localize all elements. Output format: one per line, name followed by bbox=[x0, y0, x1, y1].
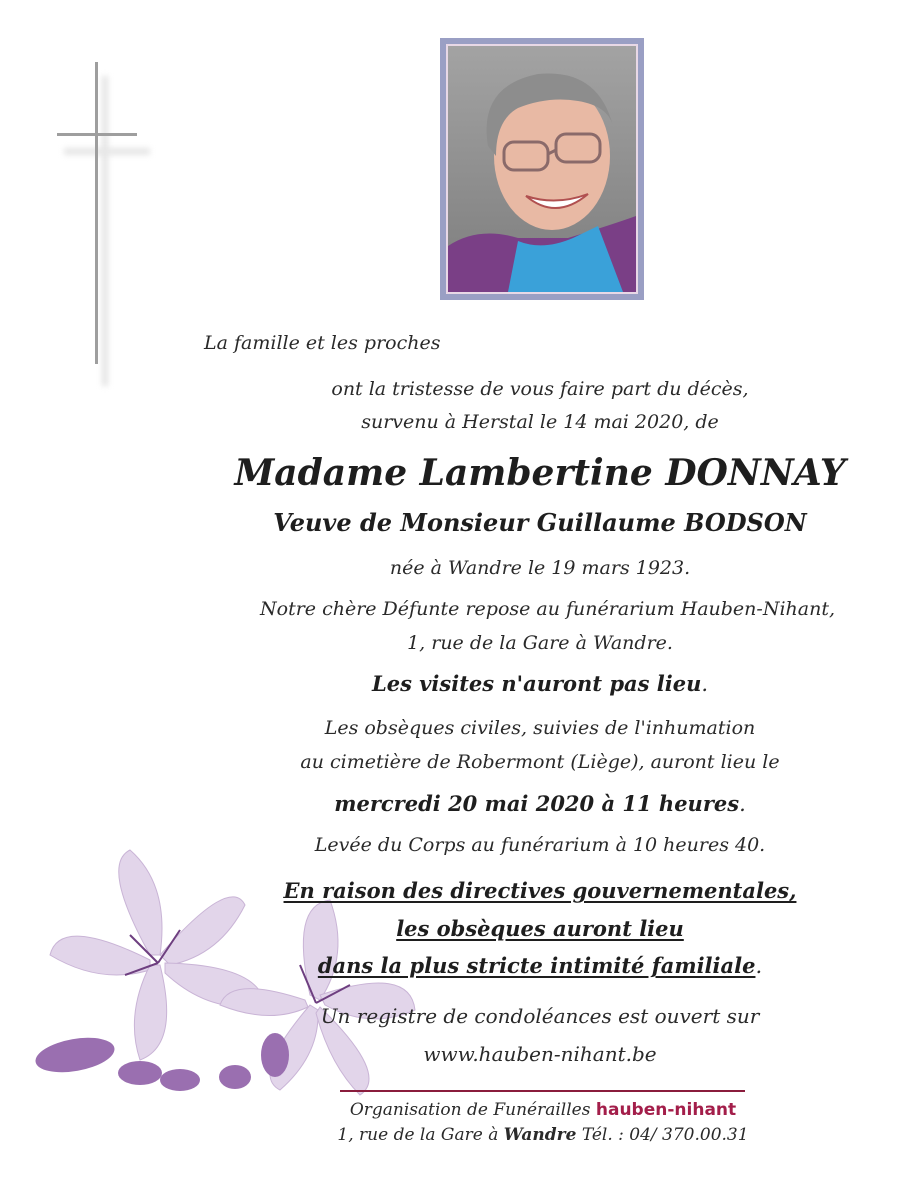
phone: Tél. : 04/ 370.00.31 bbox=[581, 1125, 749, 1145]
cross-shadow-vertical bbox=[102, 76, 108, 386]
intro-text: La famille et les proches bbox=[204, 332, 441, 354]
portrait-photo bbox=[448, 46, 636, 292]
portrait-frame bbox=[440, 38, 644, 300]
footer-org-line bbox=[300, 1100, 786, 1120]
brand-logo: hauben-nihant bbox=[595, 1100, 737, 1120]
rest-line-2: 1, rue de la Gare à Wandre. bbox=[407, 632, 673, 654]
visits-line bbox=[260, 671, 820, 696]
website-link[interactable]: www.hauben-nihant.be bbox=[423, 1042, 657, 1066]
org-label: Organisation de Funérailles bbox=[349, 1100, 591, 1120]
cross-shadow-horizontal bbox=[64, 148, 150, 155]
footer-address-line bbox=[300, 1125, 786, 1145]
covid-line-1: En raison des directives gouvernementales, bbox=[283, 878, 797, 903]
covid-line-2: les obsèques auront lieu bbox=[396, 916, 684, 941]
address-city: Wandre bbox=[503, 1125, 577, 1145]
birth-line: née à Wandre le 19 mars 1923. bbox=[389, 557, 691, 579]
ceremony-period: . bbox=[739, 792, 746, 816]
visits-text: Les visites n'auront pas lieu bbox=[371, 671, 702, 696]
announce-line-2: survenu à Herstal le 14 mai 2020, de bbox=[361, 411, 719, 433]
covid-line-3 bbox=[260, 953, 820, 978]
covid-period: . bbox=[755, 954, 763, 978]
lift-line: Levée du Corps au funérarium à 10 heures 40. bbox=[314, 834, 766, 856]
ceremony-line-2: au cimetière de Robermont (Liège), auront lieu le bbox=[300, 751, 780, 773]
visits-period: . bbox=[701, 672, 709, 696]
rest-line-1: Notre chère Défunte repose au funérarium Hauben-Nihant, bbox=[260, 598, 836, 620]
deceased-name: Madame Lambertine DONNAY bbox=[234, 452, 846, 494]
spouse-line: Veuve de Monsieur Guillaume BODSON bbox=[273, 508, 807, 537]
address-prefix: 1, rue de la Gare à bbox=[337, 1125, 499, 1145]
ceremony-date: mercredi 20 mai 2020 à 11 heures bbox=[334, 791, 740, 816]
covid-line-3-text: dans la plus stricte intimité familiale bbox=[317, 953, 756, 978]
cross-icon bbox=[95, 62, 98, 364]
cross-icon-bar bbox=[57, 133, 137, 136]
announce-line-1: ont la tristesse de vous faire part du décès, bbox=[331, 378, 749, 400]
register-line: Un registre de condoléances est ouvert sur bbox=[320, 1004, 760, 1028]
ceremony-date-line bbox=[260, 791, 820, 816]
footer-divider bbox=[340, 1090, 745, 1092]
ceremony-line-1: Les obsèques civiles, suivies de l'inhumation bbox=[324, 717, 756, 739]
